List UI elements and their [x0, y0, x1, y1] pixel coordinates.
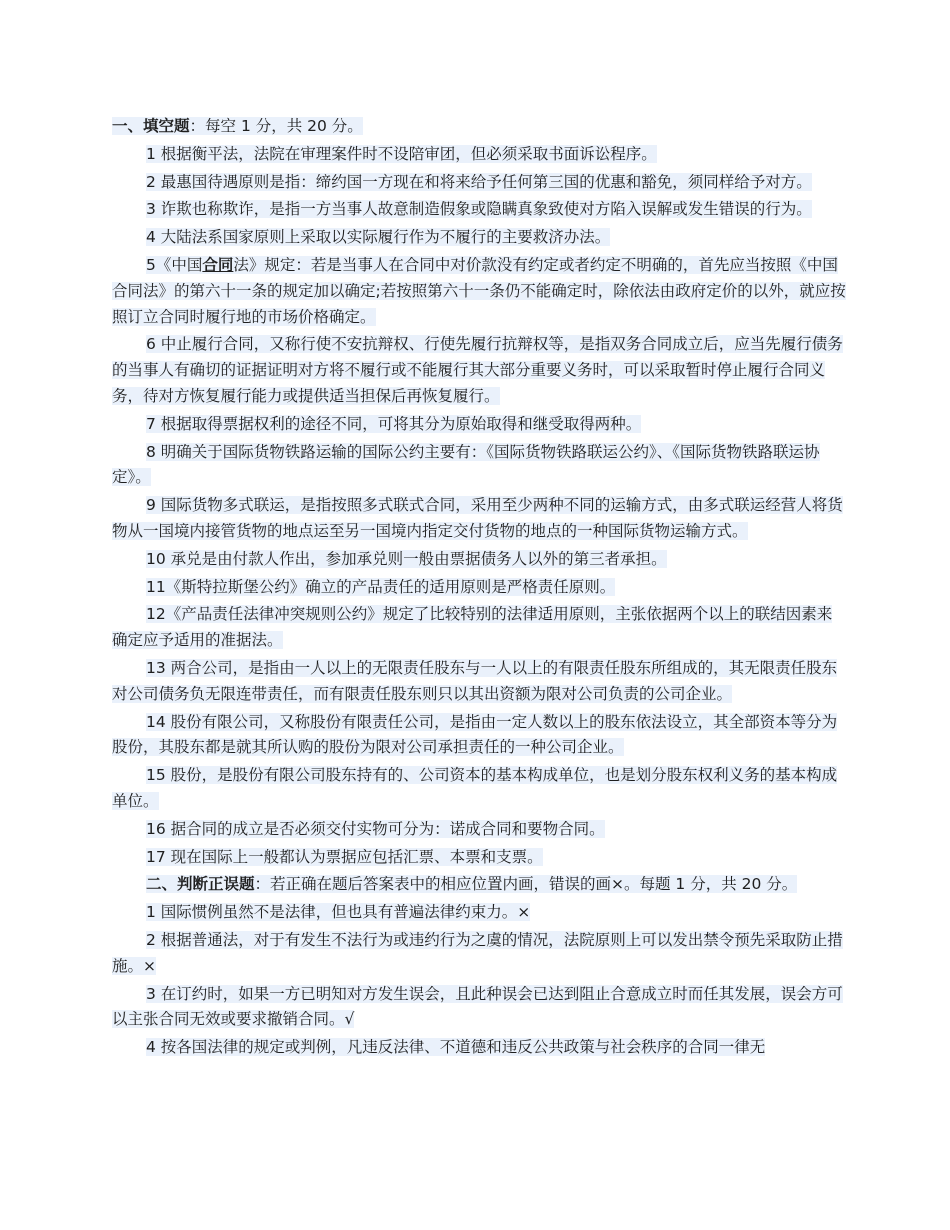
section-1-note: ：每空 1 分，共 20 分。 — [189, 117, 363, 135]
fill-item-3: 3 诈欺也称欺诈，是指一方当事人故意制造假象或隐瞒真象致使对方陷入误解或发生错误的行为。 — [146, 200, 812, 219]
fill-item-10: 10 承兑是由付款人作出，参加承兑则一般由票据债务人以外的第三者承担。 — [146, 549, 667, 568]
section-2-header — [112, 872, 846, 898]
section-1-header — [112, 114, 846, 140]
fill-item-14: 14 股份有限公司，又称股份有限责任公司，是指由一定人数以上的股东依法设立，其全部资本等分为股份，其股东都是就其所认购的股份为限对公司承担责任的一种公司企业。 — [112, 712, 838, 757]
fill-item-5: 5《中国合同法》规定：若是当事人在合同中对价款没有约定或者约定不明确的，首先应当按照《中国合同法》的第六十一条的规定加以确定;若按照第六十一条仍不能确定时，除依法由政府定价的以外，就应按照订立合同时履行地的市场价格确定。 — [112, 255, 846, 326]
fill-item-8: 8 明确关于国际货物铁路运输的国际公约主要有：《国际货物铁路联运公约》、《国际货物铁路联运协定》。 — [112, 442, 820, 487]
fill-item-11: 11《斯特拉斯堡公约》确立的产品责任的适用原则是严格责任原则。 — [146, 577, 616, 596]
hyperlink-contract[interactable]: 合同 — [202, 255, 234, 274]
fill-item-12: 12《产品责任法律冲突规则公约》规定了比较特别的法律适用原则，主张依据两个以上的联结因素来确定应予适用的准据法。 — [112, 605, 833, 650]
judge-item-3: 3 在订约时，如果一方已明知对方发生误会，且此种误会已达到阻止合意成立时而任其发展，误会方可以主张合同无效或要求撤销合同。√ — [112, 984, 843, 1029]
fill-item-17: 17 现在国际上一般都认为票据应包括汇票、本票和支票。 — [146, 847, 543, 866]
fill-item-2: 2 最惠国待遇原则是指：缔约国一方现在和将来给予任何第三国的优惠和豁免，须同样给予对方。 — [146, 172, 812, 191]
section-2-title: 二、判断正误题 — [146, 875, 255, 894]
section-2-note: ：若正确在题后答案表中的相应位置内画，错误的画×。每题 1 分，共 20 分。 — [254, 875, 798, 894]
fill-item-16: 16 据合同的成立是否必须交付实物可分为：诺成合同和要物合同。 — [146, 819, 605, 838]
fill-item-1: 1 根据衡平法，法院在审理案件时不设陪审团，但必须采取书面诉讼程序。 — [146, 144, 657, 163]
section-1-title: 一、填空题 — [112, 117, 190, 135]
fill-item-6: 6 中止履行合同，又称行使不安抗辩权、行使先履行抗辩权等，是指双务合同成立后，应当先履行债务的当事人有确切的证据证明对方将不履行或不能履行其大部分重要义务时，可以采取暂时停止履行合同义务，待对方恢复履行能力或提供适当担保后再恢复履行。 — [112, 335, 843, 405]
judge-item-4: 4 按各国法律的规定或判例，凡违反法律、不道德和违反公共政策与社会秩序的合同一律无 — [146, 1038, 766, 1057]
fill-item-15: 15 股份，是股份有限公司股东持有的、公司资本的基本构成单位，也是划分股东权利义务的基本构成单位。 — [112, 766, 838, 810]
fill-item-7: 7 根据取得票据权利的途径不同，可将其分为原始取得和继受取得两种。 — [146, 414, 642, 433]
judge-item-1: 1 国际惯例虽然不是法律，但也具有普遍法律约束力。× — [146, 903, 531, 922]
judge-item-2: 2 根据普通法，对于有发生不法行为或违约行为之虞的情况，法院原则上可以发出禁令预先采取防止措施。× — [112, 930, 843, 975]
fill-item-4: 4 大陆法系国家原则上采取以实际履行作为不履行的主要救济办法。 — [146, 228, 611, 247]
fill-item-13: 13 两合公司，是指由一人以上的无限责任股东与一人以上的有限责任股东所组成的，其无限责任股东对公司债务负无限连带责任，而有限责任股东则只以其出资额为限对公司负责的公司企业。 — [112, 658, 838, 703]
fill-item-9: 9 国际货物多式联运，是指按照多式联式合同，采用至少两种不同的运输方式，由多式联运经营人将货物从一国境内接管货物的地点运至另一国境内指定交付货物的地点的一种国际货物运输方式。 — [112, 496, 843, 540]
